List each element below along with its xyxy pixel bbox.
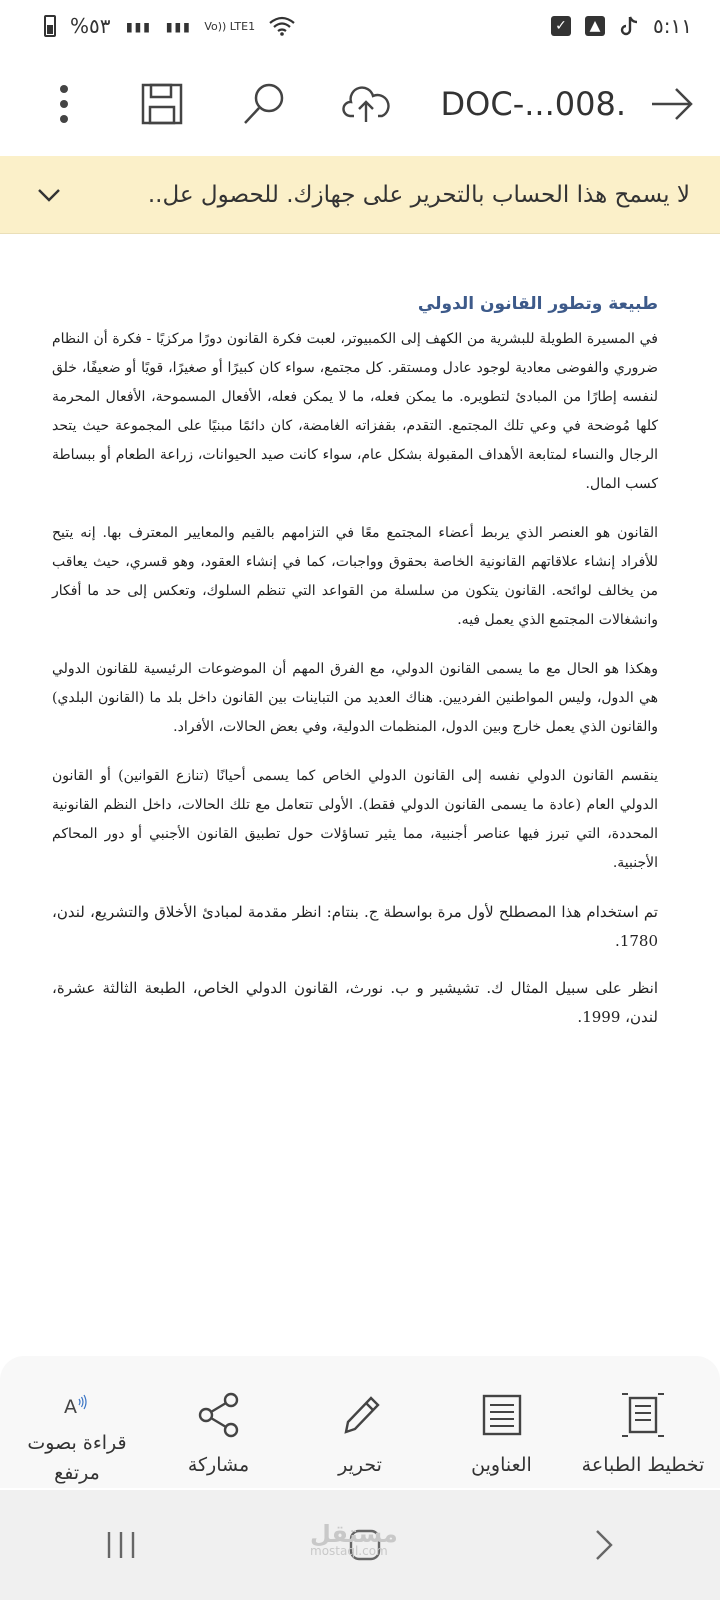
back-chevron-icon[interactable] [593,1528,615,1562]
print-layout-button[interactable] [580,1356,706,1488]
status-bar [0,0,720,52]
document-heading: طبيعة وتطور القانون الدولي [417,294,658,314]
document-body [52,290,658,1050]
edit-button[interactable] [297,1356,423,1488]
share-icon [197,1392,241,1438]
svg-text:A: A [64,1396,77,1416]
share-label: مشاركة [187,1454,250,1476]
wifi-icon [269,16,295,36]
document-title[interactable]: DOC-...008. [440,85,626,123]
pencil-icon [338,1392,382,1438]
footnote: تم استخدام هذا المصطلح لأول مرة بواسطة ج. بنتام: انظر مقدمة لمبادئ الأخلاق والتشريع، لندن، 1780. [52,903,658,950]
footnote: انظر على سبيل المثال ك. تشيشير و ب. نورث، القانون الدولي الخاص، الطبعة الثالثة عشرة، لندن، 1999. [52,979,658,1026]
battery-percent: %٥٣ [70,14,111,38]
paragraph: القانون هو العنصر الذي يربط أعضاء المجتمع معًا في التزامهم بالقيم والمعايير المعترف بها. إنه يتيح للأفراد إنشاء علاقاتهم القانونية الخاصة بحقوق وواجبات، كما في إنشاء العقود، وهو قسري، حيث يعاقب من يخالف لوائحه. القانون يتكون من سلسلة من القواعد التي تنظم السلوك، وتعكس إلى حد ما أفكار وانشغالات المجتمع الذي يعمل فيه. [52,525,658,628]
forward-arrow-icon[interactable] [648,80,696,128]
chevron-down-icon[interactable] [36,187,62,203]
print-layout-icon [620,1392,666,1438]
headings-icon [480,1392,524,1438]
signal-strength-icon: ▮▮▮ [124,16,151,36]
share-button[interactable] [156,1356,282,1488]
headings-button[interactable] [439,1356,565,1488]
edit-permission-banner[interactable] [0,156,720,234]
tiktok-icon [619,15,639,37]
banner-message: لا يسمح هذا الحساب بالتحرير على جهازك. للحصول عل.. [147,181,690,208]
status-right [551,14,692,38]
edit-label: تحرير [338,1454,382,1476]
status-left [44,14,295,38]
read-aloud-button[interactable] [14,1356,140,1488]
bottom-action-bar [0,1356,720,1488]
headings-label: العناوين [471,1454,532,1476]
paragraph: وهكذا هو الحال مع ما يسمى القانون الدولي، مع الفرق المهم أن الموضوعات الرئيسية للقانون الدولي هي الدول، وليس المواطنين الفرديين. هناك العديد من التباينات بين القانون داخل بلد ما (القانون البلدي) والقانون الذي يعمل خارج وبين الدول، المنظمات الدولية، وفي بعض الحالات، الأفراد. [52,661,658,735]
watermark-main: مستقل [310,1520,398,1548]
battery-icon [44,15,56,37]
gallery-notification-icon: ▲ [585,16,605,36]
search-icon[interactable] [240,80,288,128]
print-layout-label: تخطيط الطباعة [581,1454,705,1476]
clock: ٥:١١ [653,14,692,38]
read-aloud-icon [47,1392,107,1416]
document-toolbar [0,52,720,156]
save-icon[interactable] [138,80,186,128]
recent-apps-icon[interactable] [105,1530,137,1560]
checkbox-notification-icon: ✓ [551,16,571,36]
network-type: Vo)) LTE1 [204,19,256,33]
watermark-sub: mostaql.com [310,1544,388,1558]
read-aloud-label: قراءة بصوت مرتفع [27,1432,127,1484]
cloud-upload-icon[interactable] [342,80,390,128]
watermark [310,1520,398,1558]
more-options-icon[interactable] [40,80,88,128]
paragraph: ينقسم القانون الدولي نفسه إلى القانون الدولي الخاص كما يسمى أحيانًا (تنازع القوانين) أو القانون الدولي العام (عادة ما يسمى القانون الدولي فقط). الأولى تتعامل مع تلك الحالات، داخل النظم القانونية المحددة، التي تبرز فيها عناصر أجنبية، مما يثير تساؤلات حول تطبيق القانون الأجنبي أو دور المحاكم الأجنبية. [52,768,659,871]
signal-strength-2-icon: ▮▮▮ [164,16,191,36]
paragraph: في المسيرة الطويلة للبشرية من الكهف إلى الكمبيوتر، لعبت فكرة القانون دورًا مركزيًا - فكرة أن النظام ضروري والفوضى معادية لوجود عادل ومستقر. كل مجتمع، سواء كان كبيرًا أو صغيرًا، قويًا أو ضعيفًا، خلق لنفسه إطارًا من المبادئ لتطويره. ما يمكن فعله، ما لا يمكن فعله، الأفعال المسموحة، الأفعال المحرمة كلها مُوضحة في وعي تلك المجتمع. التقدم، بقفزاته الغامضة، كان دائمًا مبنيًا على المجموعة حيث يتحد الرجال والنساء لمتابعة الأهداف المقبولة بشكل عام، سواء كانت صيد الحيوانات، زراعة الطعام أو ببساطة كسب المال. [52,331,658,492]
